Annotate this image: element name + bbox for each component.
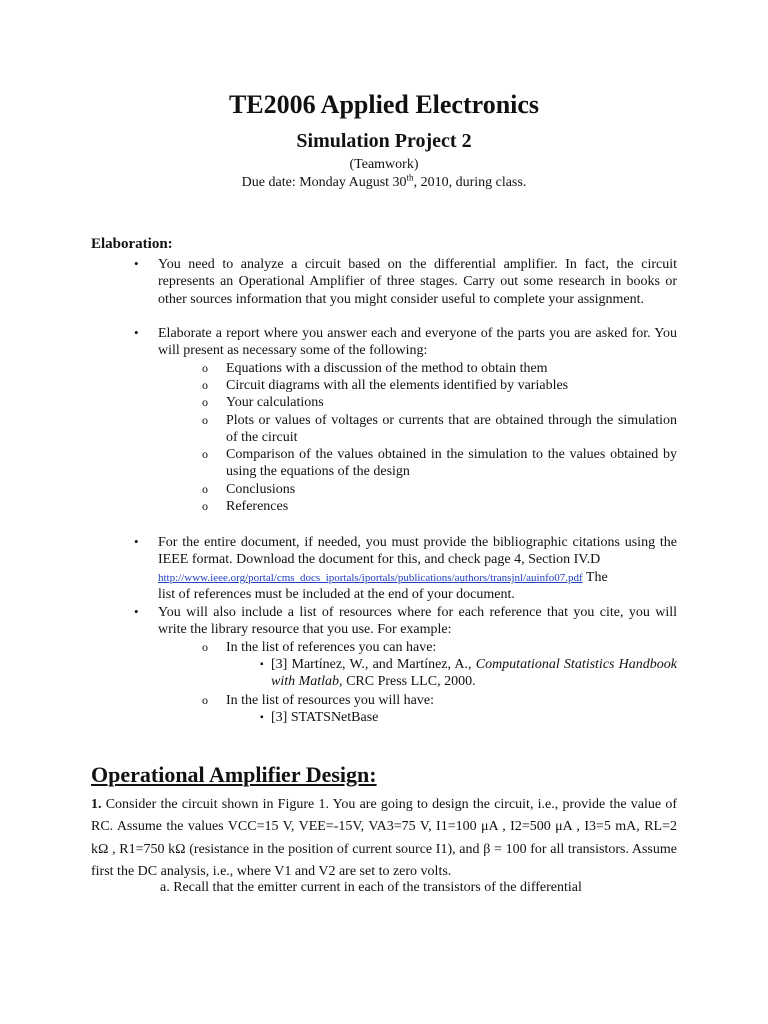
sub-item: References — [226, 499, 289, 514]
document-subtitle: Simulation Project 2 — [296, 130, 472, 152]
resource-example: [3] STATSNetBase — [271, 710, 379, 725]
sub-item: Your calculations — [226, 395, 324, 410]
citation-link-line: http://www.ieee.org/portal/cms_docs_iportals/iportals/publications/authors/transjnl/auinfo07.pdf The — [158, 570, 608, 585]
sub-item: Plots or values of voltages or currents that are obtained through the simulation of the circuit — [226, 413, 677, 446]
due-date: Due date: Monday August 30th, 2010, during class. — [241, 172, 527, 190]
sub-item: Circuit diagrams with all the elements identified by variables — [226, 378, 569, 393]
bullet-marker: • — [134, 534, 139, 549]
circle-marker: o — [202, 361, 208, 375]
refs-intro: In the list of references you can have: — [226, 640, 437, 655]
bullet-text-3-tail: list of references must be included at the end of your document. — [158, 587, 515, 602]
opamp-heading: Operational Amplifier Design: — [91, 762, 377, 787]
bullet-text-4: You will also include a list of resources where for each reference that you cite, you will write the library resource that you use. For example: — [158, 605, 677, 638]
circle-marker: o — [202, 447, 208, 461]
square-marker: ▪ — [260, 712, 264, 723]
reference-example: [3] Martínez, W., and Martínez, A., Computational Statistics Handbook with Matlab, CRC Press LLC, 2000. — [271, 657, 677, 690]
bullet-text-2: Elaborate a report where you answer each and everyone of the parts you are asked for. You will present as necessary some of the following: — [158, 326, 677, 359]
sub-item: Conclusions — [226, 482, 296, 497]
circle-marker: o — [202, 693, 208, 707]
bullet-marker: • — [134, 325, 139, 340]
circle-marker: o — [202, 640, 208, 654]
ieee-format-link[interactable]: http://www.ieee.org/portal/cms_docs_iportals/iportals/publications/authors/transjnl/auinfo07.pdf — [158, 572, 583, 584]
bullet-text-3: For the entire document, if needed, you must provide the bibliographic citations using the IEEE format. Download the document for this, and check page 4, Section IV.D — [158, 535, 677, 568]
circle-marker: o — [202, 395, 208, 409]
circle-marker: o — [202, 482, 208, 496]
document-title: TE2006 Applied Electronics — [228, 90, 540, 119]
circle-marker: o — [202, 499, 208, 513]
bullet-marker: • — [134, 256, 139, 271]
circle-marker: o — [202, 413, 208, 427]
question-1: 1. Consider the circuit shown in Figure 1. You are going to design the circuit, i.e., provide the value of RC. Assume the values VCC=15 V, VEE=-15V, VA3=75 V, I1=100 μA , I2=500 μA , I3=5 mA, RL=2 kΩ , R1=750 kΩ (resistance in the position of current source I1), and β = 100 for all transistors. Assume first the DC analysis, i.e., where V1 and V2 are set to zero volts. — [91, 797, 677, 879]
sub-item: Equations with a discussion of the method to obtain them — [226, 361, 548, 376]
bullet-text-1: You need to analyze a circuit based on the differential amplifier. In fact, the circuit represents an Operational Amplifier of three stages. Carry out some research in books or other sources information that you might consider useful to complete your assignment. — [158, 257, 677, 307]
item-a: a. Recall that the emitter current in each of the transistors of the differential — [160, 880, 582, 895]
resources-intro: In the list of resources you will have: — [226, 693, 435, 708]
bullet-marker: • — [134, 604, 139, 619]
elaboration-heading: Elaboration: — [91, 236, 173, 252]
square-marker: ▪ — [260, 659, 264, 670]
circle-marker: o — [202, 378, 208, 392]
teamwork-note: (Teamwork) — [349, 157, 419, 172]
sub-item: Comparison of the values obtained in the simulation to the values obtained by using the equations of the design — [226, 447, 677, 480]
